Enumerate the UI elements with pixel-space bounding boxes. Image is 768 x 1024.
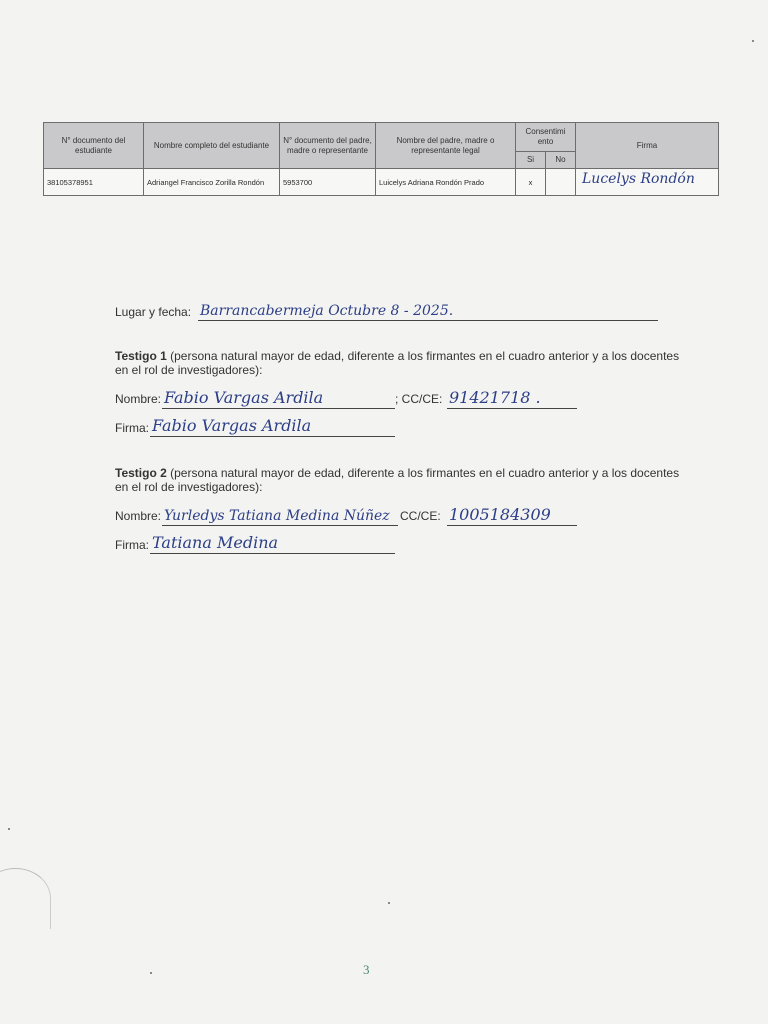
scan-speck	[150, 972, 152, 974]
witness1-description: (persona natural mayor de edad, diferente a los firmantes en el cuadro anterior y a los docentes en el rol de investigadores):	[115, 349, 680, 377]
witness2-paragraph	[115, 466, 680, 494]
cell-parent-doc: 5953700	[280, 169, 376, 196]
page-number: 3	[363, 962, 370, 977]
witness1-name-label: Nombre:	[115, 392, 162, 406]
witness2-name-line	[162, 503, 398, 526]
witness2-id-value: 1005184309	[449, 505, 551, 524]
witness2-description: (persona natural mayor de edad, diferente a los firmantes en el cuadro anterior y a los docentes en el rol de investigadores):	[115, 466, 680, 494]
witness1-name-value: Fabio Vargas Ardila	[164, 388, 324, 407]
cell-consent-no	[546, 169, 576, 196]
header-consent: Consentimi ento	[516, 123, 576, 152]
cell-student-name: Adriangel Francisco Zorilla Rondón	[144, 169, 280, 196]
witness2-name-value: Yurledys Tatiana Medina Núñez	[164, 508, 390, 524]
table-row	[44, 169, 719, 196]
cell-student-doc: 38105378951	[44, 169, 144, 196]
cell-firma	[576, 169, 719, 196]
witness1-signature: Fabio Vargas Ardila	[152, 416, 312, 435]
place-date-value: Barrancabermeja Octubre 8 - 2025.	[200, 303, 454, 319]
place-date-label: Lugar y fecha:	[115, 305, 192, 319]
witness2-title: Testigo 2	[115, 466, 167, 480]
scan-artifact-arc	[0, 868, 51, 929]
witness1-firma-line	[150, 414, 395, 437]
header-parent-name: Nombre del padre, madre o representante legal	[376, 123, 516, 169]
header-student-doc: N° documento del estudiante	[44, 123, 144, 169]
cell-consent-si: x	[516, 169, 546, 196]
witness1-id-label: ; CC/CE:	[395, 392, 443, 406]
witness1-id-value: 91421718 .	[449, 388, 541, 407]
header-parent-doc: N° documento del padre, madre o representante	[280, 123, 376, 169]
witness1-id-line	[447, 386, 577, 409]
witness2-firma-label: Firma:	[115, 538, 149, 552]
witness2-id-line	[447, 503, 577, 526]
witness2-firma-line	[150, 531, 395, 554]
witness2-signature: Tatiana Medina	[152, 533, 279, 552]
place-date-line	[198, 298, 658, 321]
consent-table	[43, 122, 719, 196]
header-si: Si	[516, 152, 546, 169]
witness2-id-label: CC/CE:	[400, 509, 441, 523]
witness1-title: Testigo 1	[115, 349, 167, 363]
scan-speck	[8, 828, 10, 830]
witness2-name-label: Nombre:	[115, 509, 162, 523]
header-firma: Firma	[576, 123, 719, 169]
witness1-paragraph	[115, 349, 680, 377]
witness1-firma-label: Firma:	[115, 421, 149, 435]
cell-parent-name: Luicelys Adriana Rondón Prado	[376, 169, 516, 196]
witness1-name-line	[162, 386, 395, 409]
scan-speck	[752, 40, 754, 42]
header-student-name: Nombre completo del estudiante	[144, 123, 280, 169]
scan-speck	[388, 902, 390, 904]
header-no: No	[546, 152, 576, 169]
parent-signature: Lucelys Rondón	[582, 171, 695, 187]
